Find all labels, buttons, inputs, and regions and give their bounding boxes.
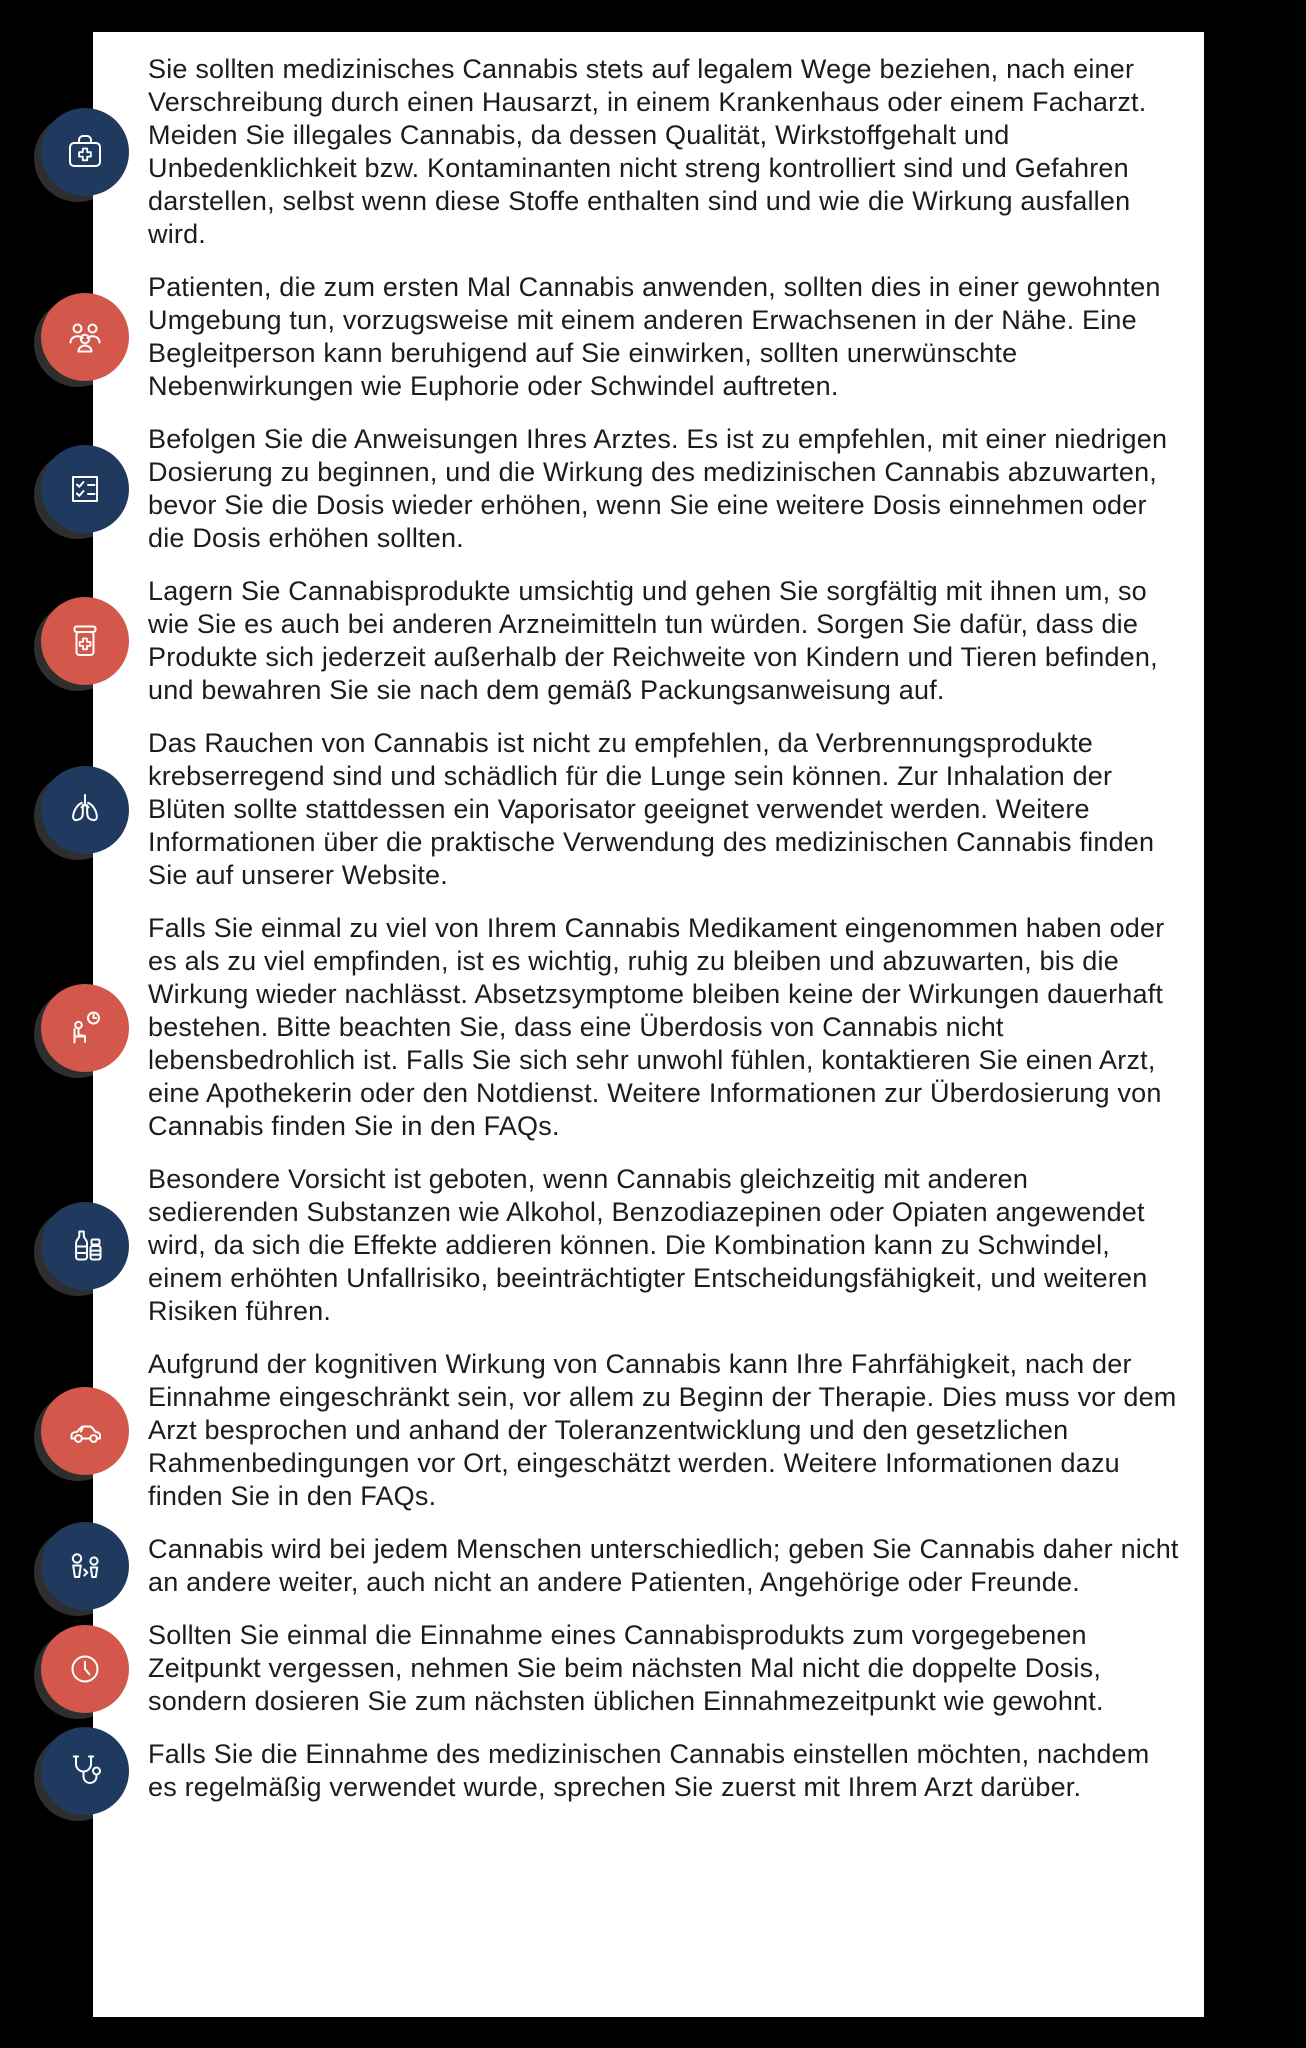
guideline-text: Befolgen Sie die Anweisungen Ihres Arztes. Es ist zu empfehlen, mit einer niedrigen Dosierung zu beginnen, und die Wirkung des medizinischen Cannabis abzuwarten, bevor Sie die Dosis wieder erhöhen, wenn Sie eine weitere Dosis einnehmen oder die Dosis erhöhen sollten. bbox=[148, 424, 1168, 553]
guideline-text: Patienten, die zum ersten Mal Cannabis anwenden, sollten dies in einer gewohnten Umgebung tun, vorzugsweise mit einem anderen Erwachsenen in der Nähe. Eine Begleitperson kann beruhigend auf Sie einwirken, sollten unerwünschte Nebenwirkungen wie Euphorie oder Schwindel auftreten. bbox=[148, 272, 1161, 401]
guideline-text: Sie sollten medizinisches Cannabis stets auf legalem Wege beziehen, nach einer Verschreibung durch einen Hausarzt, in einem Krankenhaus oder einem Facharzt. Meiden Sie illegales Cannabis, da dessen Qualität, Wirkstoffgehalt und Unbedenklichkeit bzw. Kontaminanten nicht streng kontrolliert sind und Gefahren darstellen, selbst wenn diese Stoffe enthalten sind und wie die Wirkung ausfallen wird. bbox=[148, 54, 1147, 249]
alcohol-pills-icon bbox=[61, 1222, 109, 1270]
guideline-text: Cannabis wird bei jedem Menschen unterschiedlich; geben Sie Cannabis daher nicht an andere weiter, auch nicht an andere Patienten, Angehörige oder Freunde. bbox=[148, 1534, 1179, 1597]
lungs-icon bbox=[61, 786, 109, 834]
guideline-item bbox=[148, 575, 1186, 707]
guideline-item bbox=[148, 1738, 1186, 1804]
guideline-text: Falls Sie einmal zu viel von Ihrem Cannabis Medikament eingenommen haben oder es als zu viel empfinden, ist es wichtig, ruhig zu bleiben und abzuwarten, bis die Wirkung wieder nachlässt. Absetzsymptome bleiben keine der Wirkungen dauerhaft bestehen. Bitte beachten Sie, dass eine Überdosis von Cannabis nicht lebensbedrohlich ist. Falls Sie sich sehr unwohl fühlen, kontaktieren Sie einen Arzt, eine Apothekerin oder den Notdienst. Weitere Informationen zur Überdosierung von Cannabis finden Sie in den FAQs. bbox=[148, 913, 1165, 1141]
guideline-item bbox=[148, 271, 1186, 403]
checklist-icon bbox=[61, 465, 109, 513]
alcohol-pills-badge bbox=[41, 1202, 129, 1290]
guideline-item bbox=[148, 423, 1186, 555]
car-badge bbox=[41, 1387, 129, 1475]
guideline-item bbox=[148, 912, 1186, 1143]
clock-badge bbox=[41, 1625, 129, 1713]
lungs-badge bbox=[41, 766, 129, 854]
stethoscope-badge bbox=[41, 1727, 129, 1815]
first-aid-kit-badge bbox=[41, 108, 129, 196]
first-aid-kit-icon bbox=[61, 128, 109, 176]
content-card bbox=[93, 32, 1204, 2017]
family-icon bbox=[61, 313, 109, 361]
medicine-jar-icon bbox=[61, 617, 109, 665]
guideline-list bbox=[148, 53, 1186, 1804]
share-people-icon bbox=[61, 1542, 109, 1590]
patient-waiting-clock-badge bbox=[41, 984, 129, 1072]
guideline-item bbox=[148, 1619, 1186, 1718]
car-icon bbox=[61, 1407, 109, 1455]
guideline-item bbox=[148, 1163, 1186, 1328]
share-people-badge bbox=[41, 1522, 129, 1610]
guideline-text: Das Rauchen von Cannabis ist nicht zu empfehlen, da Verbrennungsprodukte krebserregend sind und schädlich für die Lunge sein können. Zur Inhalation der Blüten sollte stattdessen ein Vaporisator geeignet verwendet werden. Weitere Informationen über die praktische Verwendung des medizinischen Cannabis finden Sie auf unserer Website. bbox=[148, 728, 1155, 890]
medicine-jar-badge bbox=[41, 597, 129, 685]
clock-icon bbox=[61, 1645, 109, 1693]
guideline-text: Falls Sie die Einnahme des medizinischen Cannabis einstellen möchten, nachdem es regelmäßig verwendet wurde, sprechen Sie zuerst mit Ihrem Arzt darüber. bbox=[148, 1739, 1150, 1802]
guideline-item bbox=[148, 1533, 1186, 1599]
guideline-item bbox=[148, 53, 1186, 251]
checklist-badge bbox=[41, 445, 129, 533]
guideline-item bbox=[148, 727, 1186, 892]
guideline-text: Aufgrund der kognitiven Wirkung von Cannabis kann Ihre Fahrfähigkeit, nach der Einnahme eingeschränkt sein, vor allem zu Beginn der Therapie. Dies muss vor dem Arzt besprochen und anhand der Toleranzentwicklung und den gesetzlichen Rahmenbedingungen vor Ort, eingeschätzt werden. Weitere Informationen dazu finden Sie in den FAQs. bbox=[148, 1349, 1177, 1511]
family-badge bbox=[41, 293, 129, 381]
guideline-text: Besondere Vorsicht ist geboten, wenn Cannabis gleichzeitig mit anderen sedierenden Substanzen wie Alkohol, Benzodiazepinen oder Opiaten angewendet wird, da sich die Effekte addieren können. Die Kombination kann zu Schwindel, einem erhöhten Unfallrisiko, beeinträchtigter Entscheidungsfähigkeit, und weiteren Risiken führen. bbox=[148, 1164, 1148, 1326]
patient-waiting-clock-icon bbox=[61, 1004, 109, 1052]
stethoscope-icon bbox=[61, 1747, 109, 1795]
guideline-text: Sollten Sie einmal die Einnahme eines Cannabisprodukts zum vorgegebenen Zeitpunkt vergessen, nehmen Sie beim nächsten Mal nicht die doppelte Dosis, sondern dosieren Sie zum nächsten üblichen Einnahmezeitpunkt wie gewohnt. bbox=[148, 1620, 1104, 1716]
guideline-item bbox=[148, 1348, 1186, 1513]
guideline-text: Lagern Sie Cannabisprodukte umsichtig und gehen Sie sorgfältig mit ihnen um, so wie Sie es auch bei anderen Arzneimitteln tun würden. Sorgen Sie dafür, dass die Produkte sich jederzeit außerhalb der Reichweite von Kindern und Tieren befinden, und bewahren Sie sie nach dem gemäß Packungsanweisung auf. bbox=[148, 576, 1158, 705]
